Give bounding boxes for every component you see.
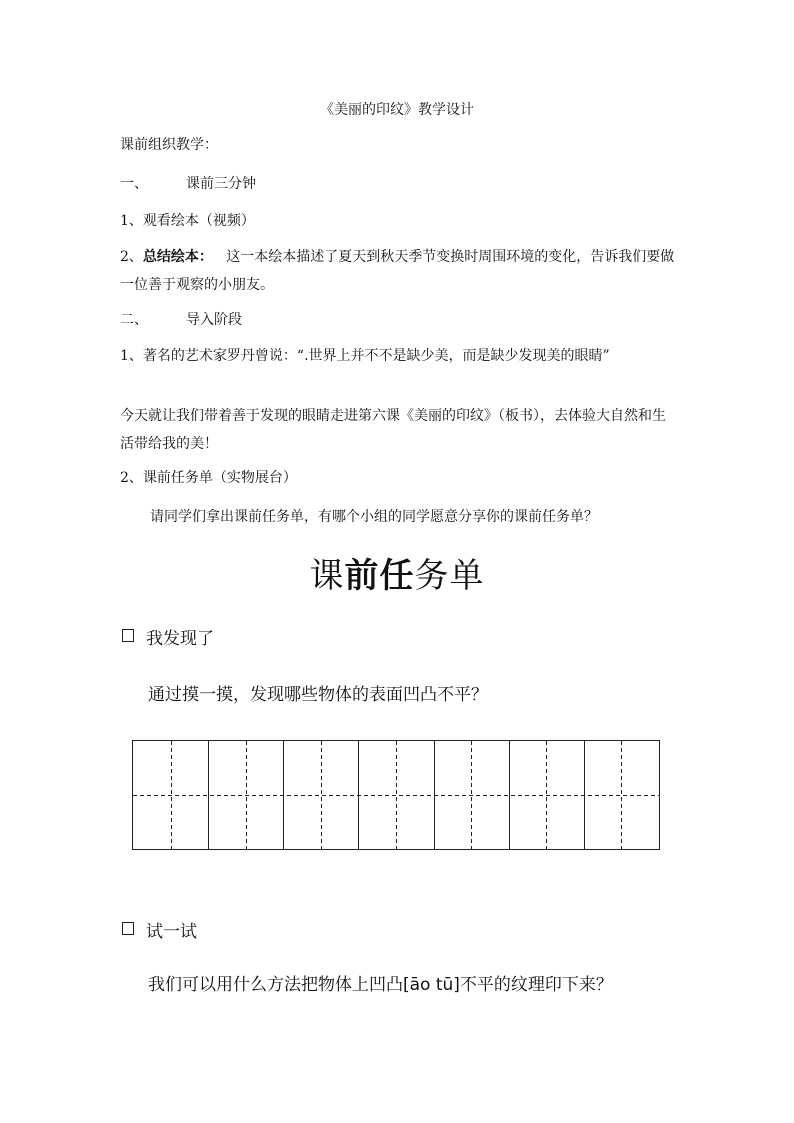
section-label: 导入阶段: [186, 312, 242, 328]
item-prefix: 2、: [120, 249, 143, 265]
item-summary: [120, 243, 676, 299]
item-watch-picture-book: 1、观看绘本（视频）: [120, 213, 255, 229]
intro-line: 课前组织教学：: [120, 137, 218, 153]
worksheet-title-part3: 务单: [414, 556, 485, 596]
section-label: 课前三分钟: [186, 176, 256, 192]
checkbox-found[interactable]: [122, 629, 134, 642]
writing-grid[interactable]: [132, 740, 660, 850]
worksheet-title-part2: 前任: [344, 556, 415, 596]
question-touch: 通过摸一摸，发现哪些物体的表面凹凸不平？: [148, 685, 488, 705]
section-heading-2: [120, 309, 242, 331]
worksheet-title: [0, 548, 794, 597]
item-share-prompt: 请同学们拿出课前任务单，有哪个小组的同学愿意分享你的课前任务单？: [150, 509, 598, 525]
writing-grid-lines: [133, 741, 661, 851]
section-found-label: 我发现了: [146, 629, 214, 649]
item-rodin-quote: 1、著名的艺术家罗丹曾说：“.世界上并不不是缺少美，而是缺少发现美的眼睛”: [120, 348, 610, 364]
checkbox-try[interactable]: [122, 922, 134, 935]
document-title: 《美丽的印纹》教学设计: [320, 102, 474, 118]
section-number: 一、: [120, 176, 148, 192]
question-method: 我们可以用什么方法把物体上凹凸[āo tū]不平的纹理印下来？: [148, 975, 613, 995]
item-intro-lesson: 今天就让我们带着善于发现的眼睛走进第六课《美丽的印纹》（板书），去体验大自然和生活带给我的美！: [120, 408, 666, 452]
section-number: 二、: [120, 312, 148, 328]
item-task-sheet: 2、课前任务单（实物展台）: [120, 470, 297, 486]
summary-text: 这一本绘本描述了夏天到秋天季节变换时周围环境的变化，告诉我们要做一位善于观察的小朋友。: [120, 249, 675, 293]
section-try-label: 试一试: [146, 922, 197, 942]
section-heading-1: [120, 173, 256, 195]
summary-label: 总结绘本：: [142, 249, 213, 265]
worksheet-title-part1: 课: [309, 556, 345, 596]
